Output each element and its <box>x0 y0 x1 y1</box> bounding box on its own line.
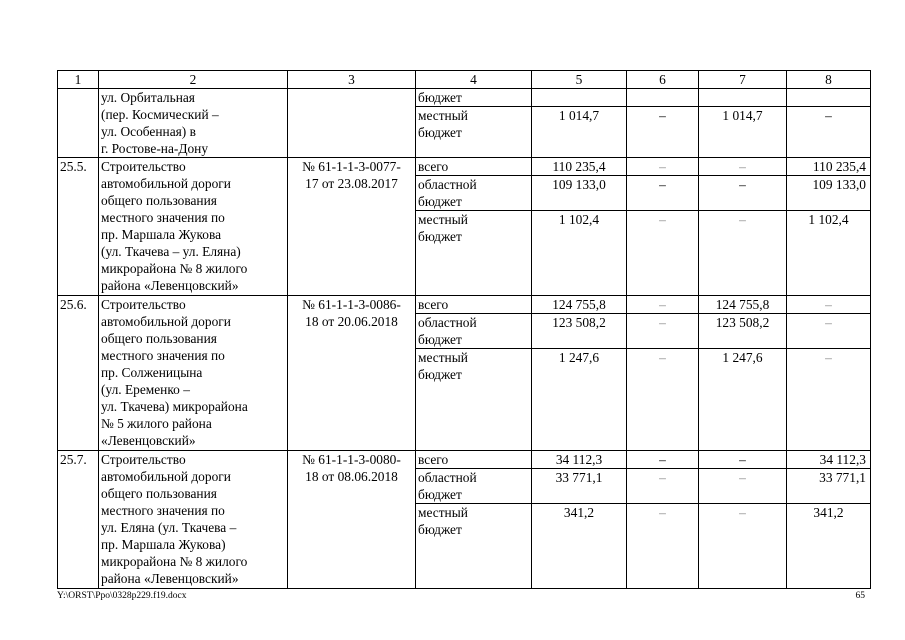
item-description: Строительство автомобильной дороги общего пользования местного значения по пр. Маршала Жукова (ул. Ткачева – ул. Еляна) микрорайона № 8 жилого района «Левенцовский» <box>99 158 288 296</box>
column-header: 2 <box>99 71 288 89</box>
column-header: 4 <box>416 71 532 89</box>
value-col7: 1 247,6 <box>699 349 787 451</box>
item-description: Строительство автомобильной дороги общего пользования местного значения по пр. Солженицына (ул. Еременко – ул. Ткачева) микрорайона № 5 жилого района «Левенцовский» <box>99 296 288 451</box>
value-col7: – <box>699 176 787 211</box>
value-col6: – <box>627 451 699 469</box>
value-col8: 341,2 <box>787 504 871 589</box>
funding-source: областной бюджет <box>416 469 532 504</box>
value-col5: 1 014,7 <box>532 107 627 158</box>
value-col5: 1 102,4 <box>532 211 627 296</box>
table-header-row <box>58 71 871 89</box>
column-header: 6 <box>627 71 699 89</box>
value-col6: – <box>627 107 699 158</box>
value-col6: – <box>627 158 699 176</box>
value-col5: 123 508,2 <box>532 314 627 349</box>
funding-source: всего <box>416 158 532 176</box>
file-path: Y:\ORST\Ppo\0328p229.f19.docx <box>57 591 187 601</box>
value-col5 <box>532 89 627 107</box>
funding-source: местный бюджет <box>416 349 532 451</box>
item-description: ул. Орбитальная (пер. Космический – ул. Особенная) в г. Ростове-на-Дону <box>99 89 288 158</box>
value-col5: 34 112,3 <box>532 451 627 469</box>
value-col5: 110 235,4 <box>532 158 627 176</box>
value-col5: 33 771,1 <box>532 469 627 504</box>
value-col5: 124 755,8 <box>532 296 627 314</box>
column-header: 7 <box>699 71 787 89</box>
funding-source: всего <box>416 451 532 469</box>
column-header: 3 <box>288 71 416 89</box>
value-col8 <box>787 89 871 107</box>
value-col8: 110 235,4 <box>787 158 871 176</box>
value-col5: 1 247,6 <box>532 349 627 451</box>
value-col7: 123 508,2 <box>699 314 787 349</box>
value-col5: 341,2 <box>532 504 627 589</box>
value-col8: – <box>787 349 871 451</box>
value-col7: 1 014,7 <box>699 107 787 158</box>
value-col6: – <box>627 176 699 211</box>
funding-source: областной бюджет <box>416 314 532 349</box>
value-col7: 124 755,8 <box>699 296 787 314</box>
column-header: 1 <box>58 71 99 89</box>
table-row <box>58 158 871 176</box>
value-col7 <box>699 89 787 107</box>
column-header: 8 <box>787 71 871 89</box>
item-number: 25.5. <box>58 158 99 296</box>
funding-source: местный бюджет <box>416 211 532 296</box>
item-number: 25.7. <box>58 451 99 589</box>
funding-source: местный бюджет <box>416 107 532 158</box>
value-col5: 109 133,0 <box>532 176 627 211</box>
value-col7: – <box>699 504 787 589</box>
value-col6: – <box>627 504 699 589</box>
item-document: № 61-1-1-3-0086- 18 от 20.06.2018 <box>288 296 416 451</box>
value-col6 <box>627 89 699 107</box>
value-col7: – <box>699 158 787 176</box>
funding-source: всего <box>416 296 532 314</box>
table-row <box>58 89 871 107</box>
funding-source: местный бюджет <box>416 504 532 589</box>
value-col8: 33 771,1 <box>787 469 871 504</box>
item-document <box>288 89 416 158</box>
value-col7: – <box>699 469 787 504</box>
column-header: 5 <box>532 71 627 89</box>
value-col6: – <box>627 469 699 504</box>
item-description: Строительство автомобильной дороги общего пользования местного значения по ул. Еляна (ул. Ткачева – пр. Маршала Жукова) микрорайона № 8 жилого района «Левенцовский» <box>99 451 288 589</box>
page-number: 65 <box>855 591 865 601</box>
funding-source: областной бюджет <box>416 176 532 211</box>
value-col6: – <box>627 314 699 349</box>
value-col6: – <box>627 349 699 451</box>
funding-source: бюджет <box>416 89 532 107</box>
value-col8: – <box>787 107 871 158</box>
value-col6: – <box>627 296 699 314</box>
item-document: № 61-1-1-3-0080- 18 от 08.06.2018 <box>288 451 416 589</box>
value-col7: – <box>699 211 787 296</box>
item-number: 25.6. <box>58 296 99 451</box>
value-col6: – <box>627 211 699 296</box>
value-col8: 109 133,0 <box>787 176 871 211</box>
value-col8: – <box>787 314 871 349</box>
item-document: № 61-1-1-3-0077- 17 от 23.08.2017 <box>288 158 416 296</box>
budget-table <box>57 70 871 589</box>
value-col8: – <box>787 296 871 314</box>
value-col7: – <box>699 451 787 469</box>
table-row <box>58 451 871 469</box>
value-col8: 1 102,4 <box>787 211 871 296</box>
value-col8: 34 112,3 <box>787 451 871 469</box>
item-number-cell <box>58 89 99 158</box>
table-row <box>58 296 871 314</box>
